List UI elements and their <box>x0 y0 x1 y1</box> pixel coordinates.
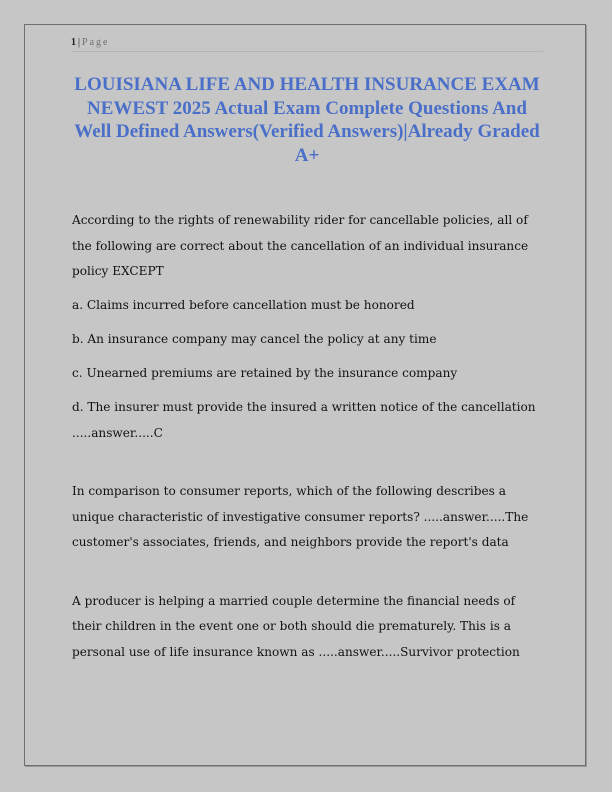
answer-option-d: d. The insurer must provide the insured a written notice of the cancellation .....answer.....C <box>72 400 536 440</box>
page-separator: | <box>78 37 81 48</box>
page-number: 1 <box>71 37 76 48</box>
answer-option-a: a. Claims incurred before cancellation must be honored <box>72 298 415 312</box>
document-page <box>24 24 586 766</box>
document-title: LOUISIANA LIFE AND HEALTH INSURANCE EXAM NEWEST 2025 Actual Exam Complete Questions And Well Defined Answers(Verified Answers)|Already Graded A+ <box>74 74 540 166</box>
question-text: In comparison to consumer reports, which of the following describes a unique characteristic of investigative consumer reports? .....answer.....The customer's associates, friends, and neighbors provide the report's data <box>72 484 529 549</box>
answer-option-b: b. An insurance company may cancel the policy at any time <box>72 332 437 346</box>
question-block-1 <box>72 208 542 446</box>
question-block-3 <box>72 589 542 666</box>
question-block-2 <box>72 479 542 556</box>
question-text: A producer is helping a married couple determine the financial needs of their children in the event one or both should die prematurely. This is a personal use of life insurance known as .....answer.....Survivor protection <box>72 593 520 659</box>
question-text: According to the rights of renewability rider for cancellable policies, all of the following are correct about the cancellation of an individual insurance policy EXCEPT <box>72 213 529 278</box>
page-header <box>71 37 543 52</box>
document-body <box>72 208 542 665</box>
answer-option-c: c. Unearned premiums are retained by the insurance company <box>72 366 458 380</box>
page-label: Page <box>82 37 110 48</box>
